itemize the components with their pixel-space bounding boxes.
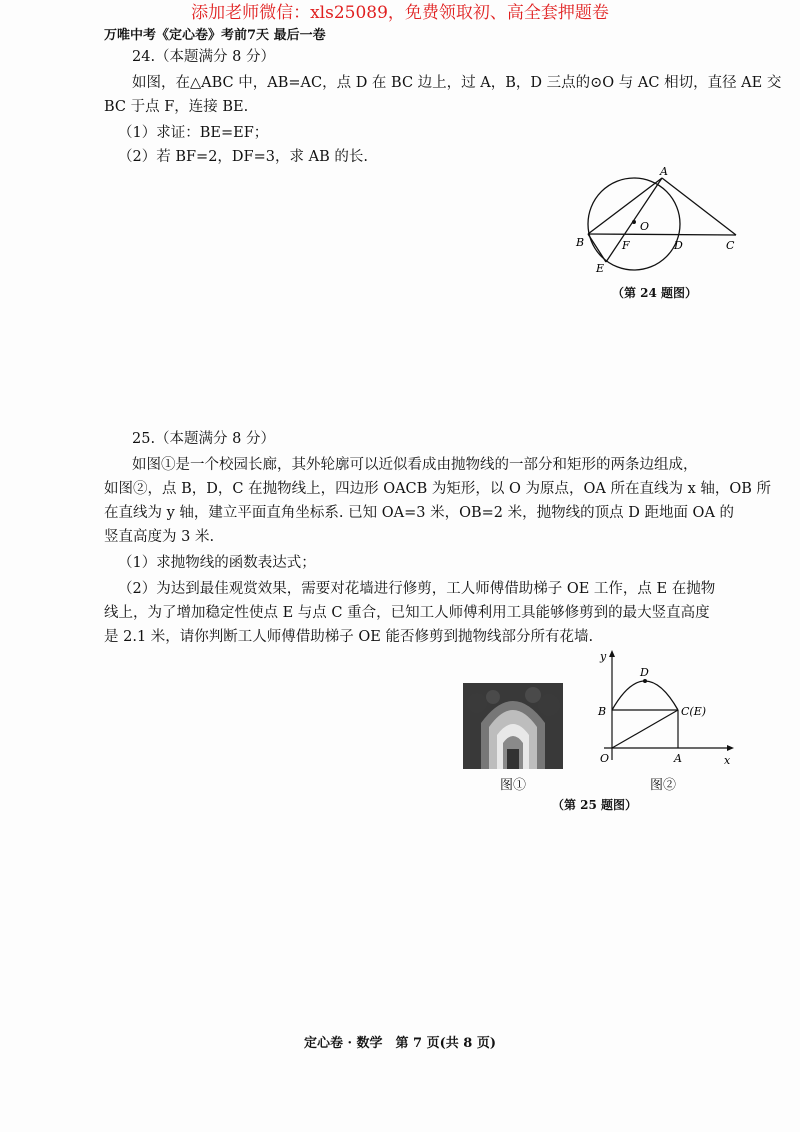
q24-title: 24.（本题满分 8 分） <box>132 49 276 65</box>
label-o: O <box>600 752 610 765</box>
y-arrow <box>609 650 615 657</box>
q24-caption: （第 24 题图） <box>612 286 698 300</box>
q24-line1: 如图，在△ABC 中，AB=AC，点 D 在 BC 边上，过 A，B，D 三点的⊙O 与 AC 相切，直径 AE 交 <box>132 75 782 91</box>
label-b: B <box>576 236 585 249</box>
q24-part2: （2）若 BF=2，DF=3，求 AB 的长. <box>118 149 368 165</box>
label-a: A <box>660 165 668 178</box>
q25-caption: （第 25 题图） <box>552 798 638 812</box>
label-x: x <box>724 754 731 767</box>
label-f: F <box>622 239 630 252</box>
fig2-caption: 图② <box>650 778 677 793</box>
parabola <box>612 681 678 710</box>
q25-part2-line3: 是 2.1 米，请你判断工人师傅借助梯子 OE 能否修剪到抛物线部分所有花墙. <box>104 629 594 645</box>
fig1-caption: 图① <box>500 778 527 793</box>
q25-line3: 在直线为 y 轴，建立平面直角坐标系. 已知 OA=3 米，OB=2 米，抛物线的顶点 D 距地面 OA 的 <box>104 505 735 521</box>
q25-figure2 <box>590 648 740 770</box>
label-b: B <box>598 705 607 718</box>
label-d: D <box>640 666 649 679</box>
label-y: y <box>600 650 607 663</box>
label-a: A <box>674 752 682 765</box>
q24-part1: （1）求证：BE=EF； <box>118 125 269 141</box>
x-arrow <box>727 745 734 751</box>
label-o: O <box>640 220 650 233</box>
q25-line2: 如图②，点 B，D，C 在抛物线上，四边形 OACB 为矩形，以 O 为原点，OA 所在直线为 x 轴，OB 所 <box>104 481 772 497</box>
label-e: E <box>596 262 605 275</box>
segment-bc <box>588 234 736 235</box>
segment-ab <box>588 178 662 234</box>
center-dot <box>632 220 636 224</box>
q25-line1: 如图①是一个校园长廊，其外轮廓可以近似看成由抛物线的一部分和矩形的两条边组成， <box>132 457 698 473</box>
q24-line2: BC 于点 F，连接 BE. <box>104 99 249 115</box>
vertex-dot <box>643 679 647 683</box>
watermark: 添加老师微信：xls25089，免费领取初、高全套押题卷 <box>191 3 609 23</box>
q25-part2-line1: （2）为达到最佳观赏效果，需要对花墙进行修剪，工人师傅借助梯子 OE 工作，点 E 在抛物 <box>118 581 716 597</box>
exam-header: 万唯中考《定心卷》考前7天 最后一卷 <box>104 28 326 43</box>
segment-be <box>588 234 606 262</box>
label-c: C <box>726 239 735 252</box>
q25-part1: （1）求抛物线的函数表达式； <box>118 555 316 571</box>
q25-title: 25.（本题满分 8 分） <box>132 431 276 447</box>
q25-line4: 竖直高度为 3 米. <box>104 529 215 545</box>
q25-part2-line2: 线上，为了增加稳定性使点 E 与点 C 重合，已知工人师傅利用工具能够修剪到的最大竖直高度 <box>104 605 710 621</box>
corridor-photo <box>463 683 563 769</box>
page-footer: 定心卷 · 数学 第 7 页(共 8 页) <box>303 1036 497 1051</box>
ladder-oe <box>612 710 678 748</box>
label-d: D <box>674 239 683 252</box>
segment-ac <box>662 178 736 235</box>
q24-figure <box>570 162 750 282</box>
label-c: C(E) <box>681 705 707 718</box>
